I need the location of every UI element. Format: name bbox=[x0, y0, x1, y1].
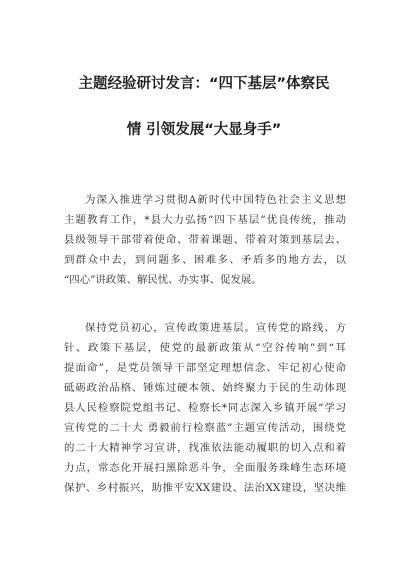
paragraph-line: 针、政策下基层，使党的最新政策从“空谷传响”到“耳 bbox=[64, 342, 346, 354]
paragraph-line: 县人民检察院党组书记、检察长*同志深入乡镇开展“学习 bbox=[64, 402, 346, 414]
paragraph-line: “四心”讲政策、解民忧、办实事、促发展。 bbox=[64, 274, 262, 286]
paragraph-line: 保持党员初心，宣传政策进基层。宣传党的路线、方 bbox=[85, 322, 346, 334]
paragraph-line: 县级领导干部带着使命、带着课题、带着对策到基层去、 bbox=[64, 234, 346, 246]
paragraph-line: 力点，常态化开展扫黑除恶斗争，全面服务珠峰生态环境 bbox=[64, 462, 346, 474]
paragraph-line: 的二十大精神学习宣讲，找准依法能动履职的切入点和着 bbox=[64, 442, 346, 454]
paragraph-line: 保护、乡村振兴，助推平安XX建设、法治XX建设，坚决维 bbox=[64, 482, 346, 494]
paragraph-line: 到群众中去，到问题多、困难多、矛盾多的地方去，以 bbox=[64, 254, 346, 266]
paragraph-line: 提面命”，是党员领导干部坚定理想信念、牢记初心使命 bbox=[64, 362, 346, 374]
paragraph-line: 砥砺政治品格、锤炼过硬本领、始终聚力于民的生动体现 bbox=[64, 382, 346, 394]
paragraph-line: 宣传党的二十大 勇毅前行检察蓝”主题宣传活动，围绕党 bbox=[64, 422, 346, 434]
document-title-line-1: 主题经验研讨发言：“四下基层”体察民 bbox=[78, 76, 330, 92]
paragraph-2 bbox=[64, 318, 346, 498]
document-title-line-2: 情 引领发展“大显身手” bbox=[126, 122, 282, 138]
paragraph-line: 为深入推进学习贯彻A新时代中国特色社会主义思想 bbox=[85, 194, 346, 206]
paragraph-line: 主题教育工作，*县大力弘扬“四下基层”优良传统，推动 bbox=[64, 214, 346, 226]
paragraph-1 bbox=[64, 190, 346, 290]
